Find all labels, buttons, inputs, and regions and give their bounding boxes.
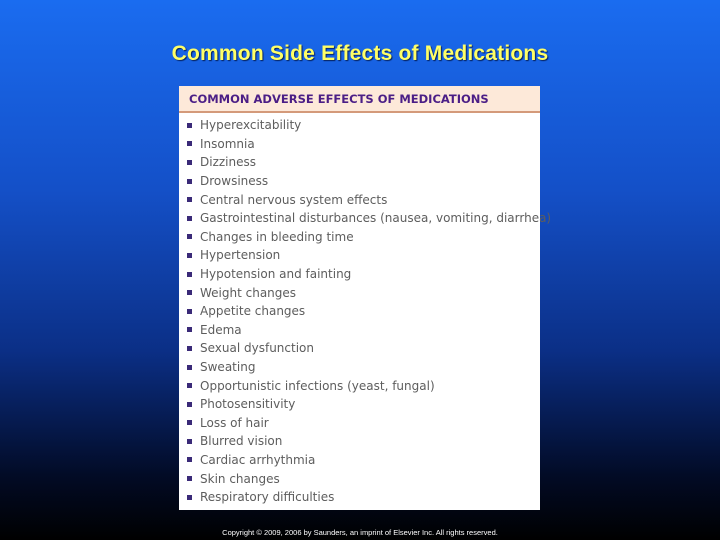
square-bullet-icon xyxy=(187,141,192,146)
list-item-label: Cardiac arrhythmia xyxy=(200,452,316,467)
square-bullet-icon xyxy=(187,420,192,425)
list-item xyxy=(179,283,540,302)
list-item xyxy=(179,172,540,191)
list-item-label: Weight changes xyxy=(200,285,297,300)
square-bullet-icon xyxy=(187,253,192,258)
list-item xyxy=(179,451,540,470)
copyright-notice: Copyright © 2009, 2006 by Saunders, an imprint of Elsevier Inc. All rights reserved. xyxy=(222,528,498,537)
list-item xyxy=(179,488,540,507)
list-item-label: Changes in bleeding time xyxy=(200,229,354,244)
square-bullet-icon xyxy=(187,290,192,295)
square-bullet-icon xyxy=(187,234,192,239)
list-item-label: Hypertension xyxy=(200,248,281,263)
list-item xyxy=(179,376,540,395)
square-bullet-icon xyxy=(187,216,192,221)
list-item xyxy=(179,190,540,209)
square-bullet-icon xyxy=(187,365,192,370)
list-item xyxy=(179,209,552,228)
square-bullet-icon xyxy=(187,457,192,462)
list-item-label: Dizziness xyxy=(200,155,256,170)
list-item xyxy=(179,116,540,135)
slide-title: Common Side Effects of Medications xyxy=(171,42,549,65)
adverse-effects-figure xyxy=(179,86,552,510)
list-item-label: Opportunistic infections (yeast, fungal) xyxy=(200,378,435,393)
square-bullet-icon xyxy=(187,495,192,500)
square-bullet-icon xyxy=(187,309,192,314)
square-bullet-icon xyxy=(187,179,192,184)
list-item-label: Appetite changes xyxy=(200,304,306,319)
list-item-label: Sexual dysfunction xyxy=(200,341,314,356)
list-item-label: Photosensitivity xyxy=(200,397,296,412)
list-item xyxy=(179,246,540,265)
list-item-label: Gastrointestinal disturbances (nausea, vomiting, diarrhea) xyxy=(200,211,552,226)
square-bullet-icon xyxy=(187,439,192,444)
list-item xyxy=(179,135,540,154)
list-item-label: Insomnia xyxy=(200,136,255,151)
list-item xyxy=(179,432,540,451)
list-item xyxy=(179,265,540,284)
list-item-label: Drowsiness xyxy=(200,174,269,189)
list-item-label: Blurred vision xyxy=(200,434,283,449)
square-bullet-icon xyxy=(187,402,192,407)
square-bullet-icon xyxy=(187,160,192,165)
list-item xyxy=(179,228,540,247)
effects-list xyxy=(179,113,552,506)
list-item xyxy=(179,469,540,488)
list-item xyxy=(179,302,540,321)
square-bullet-icon xyxy=(187,327,192,332)
figure-header: COMMON ADVERSE EFFECTS OF MEDICATIONS xyxy=(179,86,540,113)
list-item-label: Sweating xyxy=(200,360,256,375)
list-item xyxy=(179,395,540,414)
square-bullet-icon xyxy=(187,272,192,277)
square-bullet-icon xyxy=(187,123,192,128)
list-item-label: Skin changes xyxy=(200,471,280,486)
list-item-label: Respiratory difficulties xyxy=(200,490,335,505)
list-item xyxy=(179,153,540,172)
list-item-label: Loss of hair xyxy=(200,415,269,430)
list-item-label: Central nervous system effects xyxy=(200,192,388,207)
list-item-label: Edema xyxy=(200,322,242,337)
square-bullet-icon xyxy=(187,476,192,481)
list-item-label: Hyperexcitability xyxy=(200,118,302,133)
list-item xyxy=(179,339,540,358)
square-bullet-icon xyxy=(187,346,192,351)
list-item xyxy=(179,414,540,433)
square-bullet-icon xyxy=(187,383,192,388)
list-item xyxy=(179,358,540,377)
list-item-label: Hypotension and fainting xyxy=(200,267,352,282)
list-item xyxy=(179,321,540,340)
square-bullet-icon xyxy=(187,197,192,202)
